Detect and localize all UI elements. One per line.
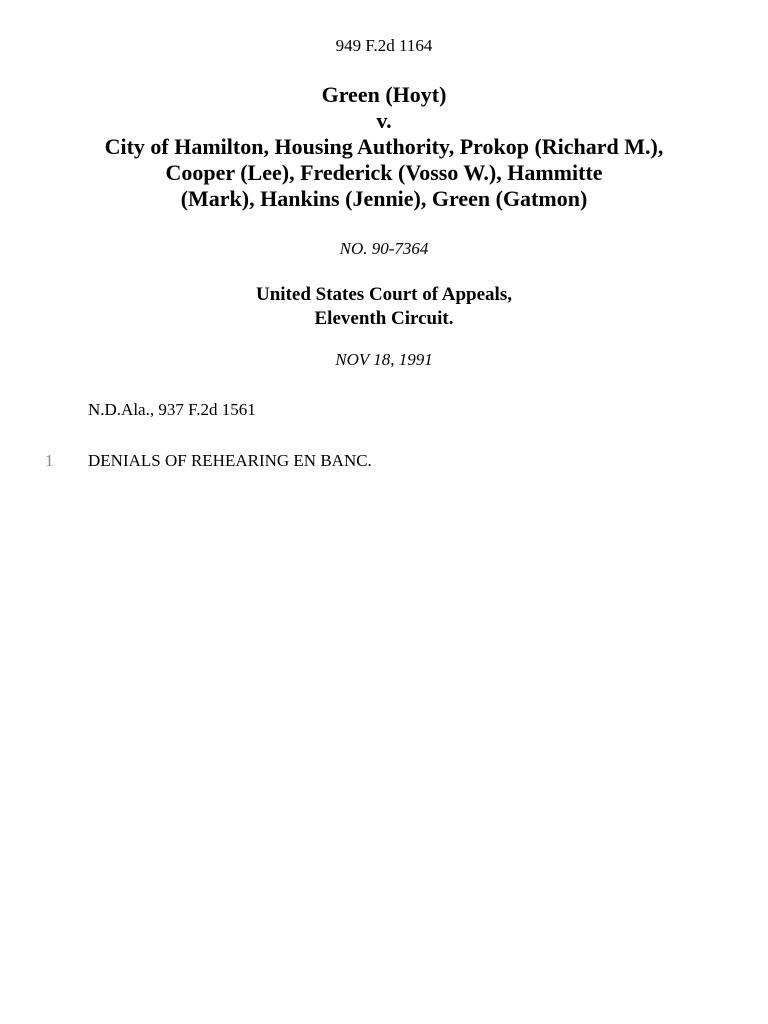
decision-date: NOV 18, 1991: [335, 350, 433, 369]
case-caption: [0, 82, 768, 212]
caption-appellees-line-3: (Mark), Hankins (Jennie), Green (Gatmon): [180, 186, 588, 211]
caption-appellees-line-1: City of Hamilton, Housing Authority, Prokop (Richard M.),: [104, 134, 664, 159]
paragraph-text: DENIALS OF REHEARING EN BANC.: [88, 451, 372, 470]
court-name: [0, 283, 768, 331]
caption-appellees-line-2: Cooper (Lee), Frederick (Vosso W.), Hammitte: [165, 160, 603, 185]
docket-number: NO. 90-7364: [339, 239, 429, 258]
paragraph-number: 1: [45, 451, 54, 470]
case-citation: 949 F.2d 1164: [335, 36, 433, 55]
caption-versus: v.: [376, 108, 392, 133]
prior-history: N.D.Ala., 937 F.2d 1561: [88, 400, 256, 419]
caption-appellant: Green (Hoyt): [321, 82, 447, 107]
court-name-line-2: Eleventh Circuit.: [314, 308, 454, 329]
court-name-line-1: United States Court of Appeals,: [256, 284, 512, 305]
